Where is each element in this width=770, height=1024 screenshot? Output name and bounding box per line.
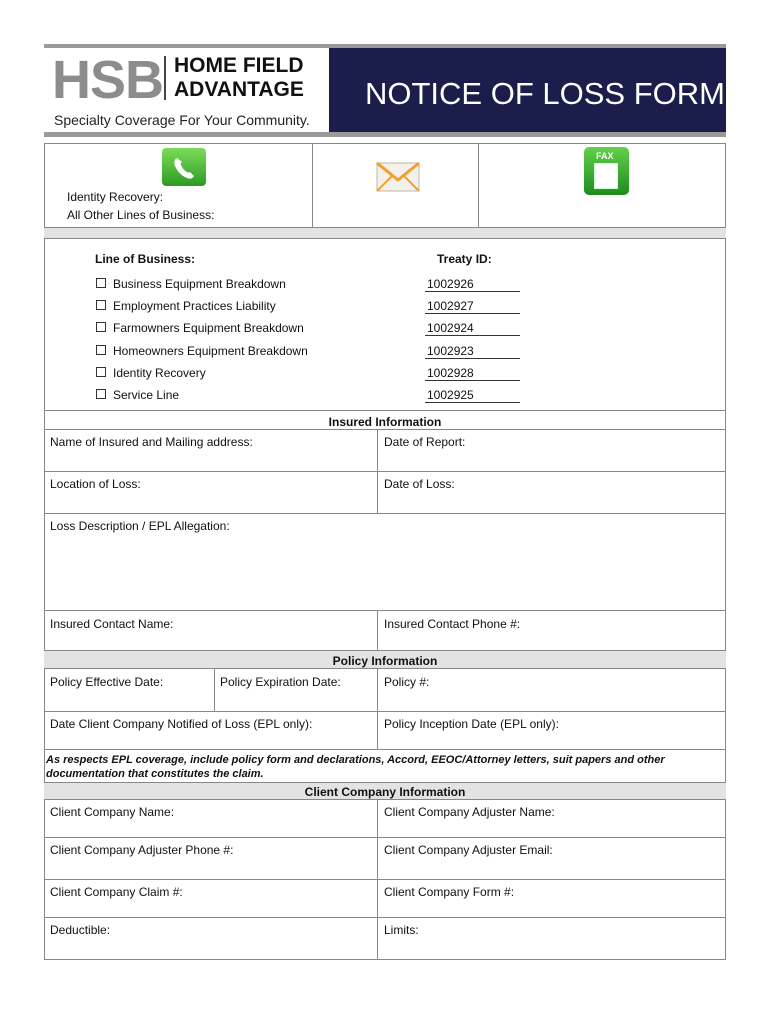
date-client-notified-field[interactable]: Date Client Company Notified of Loss (EPL only): bbox=[50, 717, 313, 731]
contact-column-divider bbox=[377, 610, 378, 650]
identity-recovery-label: Identity Recovery: bbox=[67, 190, 164, 204]
policy-number-field[interactable]: Policy #: bbox=[384, 675, 430, 689]
form-title: NOTICE OF LOSS FORM bbox=[365, 76, 725, 111]
contact-divider-2 bbox=[478, 143, 479, 228]
checkbox[interactable] bbox=[96, 389, 106, 399]
logo-product-line1: HOME FIELD bbox=[174, 54, 304, 77]
client-company-name-field[interactable]: Client Company Name: bbox=[50, 805, 175, 819]
policy-information-heading: Policy Information bbox=[332, 654, 438, 668]
fax-icon-label: FAX bbox=[596, 151, 614, 161]
logo-product-line2: ADVANTAGE bbox=[174, 78, 304, 101]
policy-row-rule bbox=[44, 711, 726, 712]
phone-icon bbox=[162, 148, 206, 186]
checkbox[interactable] bbox=[96, 278, 106, 288]
policy-divider-1 bbox=[214, 669, 215, 711]
section-spacer-1 bbox=[44, 227, 726, 239]
treaty-id-value: 1002928 bbox=[425, 366, 520, 381]
client-company-information-heading: Client Company Information bbox=[304, 785, 466, 799]
lob-item-employment-practices-liability[interactable]: Employment Practices Liability bbox=[96, 299, 276, 313]
hsb-logo bbox=[44, 48, 329, 132]
insured-top-rule bbox=[44, 410, 726, 411]
client-adjuster-name-field[interactable]: Client Company Adjuster Name: bbox=[384, 805, 555, 819]
checkbox[interactable] bbox=[96, 367, 106, 377]
epl-documentation-note: As respects EPL coverage, include policy form and declarations, Accord, EEOC/Attorney letters, suit papers and other documentation that constitutes the claim. bbox=[46, 754, 665, 780]
lob-item-service-line[interactable]: Service Line bbox=[96, 388, 179, 402]
client-row-rule-3 bbox=[44, 917, 726, 918]
treaty-id-value: 1002925 bbox=[425, 388, 520, 403]
client-column-divider bbox=[377, 800, 378, 960]
policy-expiration-date-field[interactable]: Policy Expiration Date: bbox=[220, 675, 341, 689]
insured-row-rule-3 bbox=[44, 610, 726, 611]
insured-row-rule-2 bbox=[44, 513, 726, 514]
date-of-report-field[interactable]: Date of Report: bbox=[384, 435, 466, 449]
treaty-id-value: 1002923 bbox=[425, 344, 520, 359]
line-of-business-heading: Line of Business: bbox=[95, 252, 196, 266]
policy-effective-date-field[interactable]: Policy Effective Date: bbox=[50, 675, 164, 689]
location-of-loss-field[interactable]: Location of Loss: bbox=[50, 477, 141, 491]
client-row-rule-1 bbox=[44, 837, 726, 838]
client-adjuster-phone-field[interactable]: Client Company Adjuster Phone #: bbox=[50, 843, 234, 857]
client-claim-number-field[interactable]: Client Company Claim #: bbox=[50, 885, 183, 899]
other-lines-label: All Other Lines of Business: bbox=[67, 208, 215, 222]
policy-inception-date-field[interactable]: Policy Inception Date (EPL only): bbox=[384, 717, 559, 731]
limits-field[interactable]: Limits: bbox=[384, 923, 419, 937]
insured-name-address-field[interactable]: Name of Insured and Mailing address: bbox=[50, 435, 253, 449]
header bbox=[44, 44, 726, 138]
treaty-id-value: 1002926 bbox=[425, 277, 520, 292]
insured-heading-rule bbox=[44, 429, 726, 430]
client-form-number-field[interactable]: Client Company Form #: bbox=[384, 885, 515, 899]
contact-divider-1 bbox=[312, 143, 313, 228]
insured-contact-phone-field[interactable]: Insured Contact Phone #: bbox=[384, 617, 521, 631]
logo-divider bbox=[164, 56, 166, 100]
date-of-loss-field[interactable]: Date of Loss: bbox=[384, 477, 455, 491]
treaty-id-heading: Treaty ID: bbox=[437, 252, 492, 266]
checkbox[interactable] bbox=[96, 345, 106, 355]
client-row-rule-2 bbox=[44, 879, 726, 880]
fax-icon-paper bbox=[594, 163, 618, 189]
loss-description-field[interactable]: Loss Description / EPL Allegation: bbox=[50, 519, 230, 533]
form-title-banner bbox=[329, 48, 726, 132]
insured-information-heading: Insured Information bbox=[328, 415, 442, 429]
policy-divider-2 bbox=[377, 669, 378, 750]
insured-contact-name-field[interactable]: Insured Contact Name: bbox=[50, 617, 174, 631]
logo-tagline: Specialty Coverage For Your Community. bbox=[54, 112, 310, 128]
lob-item-homeowners-equipment-breakdown[interactable]: Homeowners Equipment Breakdown bbox=[96, 344, 308, 358]
header-bottom-rule bbox=[44, 132, 726, 137]
logo-brand: HSB bbox=[52, 50, 164, 110]
checkbox[interactable] bbox=[96, 322, 106, 332]
insured-row-rule-1 bbox=[44, 471, 726, 472]
treaty-id-value: 1002924 bbox=[425, 321, 520, 336]
lob-item-farmowners-equipment-breakdown[interactable]: Farmowners Equipment Breakdown bbox=[96, 321, 304, 335]
treaty-id-value: 1002927 bbox=[425, 299, 520, 314]
policy-bottom-rule bbox=[44, 749, 726, 750]
lob-item-business-equipment-breakdown[interactable]: Business Equipment Breakdown bbox=[96, 277, 286, 291]
lob-item-identity-recovery[interactable]: Identity Recovery bbox=[96, 366, 206, 380]
deductible-field[interactable]: Deductible: bbox=[50, 923, 111, 937]
email-icon bbox=[376, 162, 420, 192]
client-adjuster-email-field[interactable]: Client Company Adjuster Email: bbox=[384, 843, 553, 857]
checkbox[interactable] bbox=[96, 300, 106, 310]
fax-icon bbox=[584, 147, 629, 195]
